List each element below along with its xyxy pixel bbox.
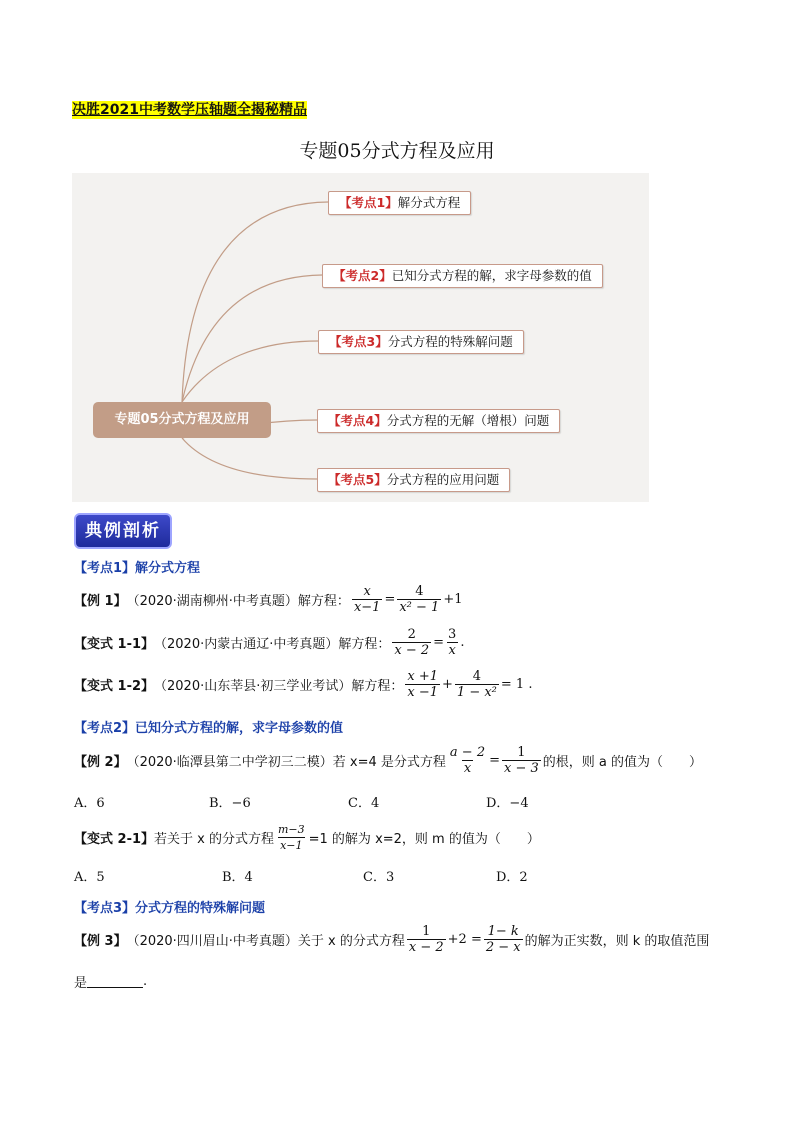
node-text: 分式方程的应用问题 bbox=[386, 472, 500, 487]
node-text: 分式方程的无解（增根）问题 bbox=[386, 413, 550, 428]
option-c: C．3 bbox=[363, 870, 395, 885]
variant-source: （2020·内蒙古通辽·中考真题）解方程： bbox=[154, 637, 391, 652]
example-1: 【例 1】 （2020·湖南柳州·中考真题）解方程： $\frac{x}{x-1}$ = $\frac{4}{\text{x² − 1}}$ +1 bbox=[74, 584, 463, 615]
fraction: $\frac{3}{x}$ bbox=[448, 627, 457, 658]
series-header: 决胜2021中考数学压轴题全揭秘精品 bbox=[72, 102, 307, 118]
topic-heading-2: 【考点2】已知分式方程的解，求字母参数的值 bbox=[74, 721, 344, 736]
node-text: 已知分式方程的解，求字母参数的值 bbox=[391, 268, 592, 283]
example-3: 【例 3】 （2020·四川眉山·中考真题）关于 x 的分式方程 $\frac{1}{x - 2}$ +2 = $\frac{1- k}{2 - x}$ 的解为正实数，则 k 的取值范围 bbox=[74, 924, 710, 955]
fraction: $\frac{x}{x-1}$ bbox=[353, 584, 381, 615]
variant-label: 【变式 1-2】 bbox=[74, 679, 155, 694]
connector-5 bbox=[182, 438, 317, 479]
section-banner: 典例剖析 bbox=[74, 513, 172, 549]
mind-map bbox=[72, 173, 649, 502]
example-label: 【例 2】 bbox=[74, 755, 127, 770]
example-source: （2020·湖南柳州·中考真题）解方程： bbox=[126, 594, 350, 609]
node-tag: 【考点2】 bbox=[333, 268, 392, 283]
variant-2-1 bbox=[74, 822, 540, 853]
example-label: 【例 3】 bbox=[74, 934, 127, 949]
variant-label: 【变式 2-1】 bbox=[74, 832, 155, 847]
option-a: A．5 bbox=[74, 870, 105, 885]
option-b: B．−6 bbox=[209, 796, 251, 811]
mind-map-node-2 bbox=[322, 264, 603, 288]
example-question: 的根，则 a 的值为（ ） bbox=[542, 755, 703, 770]
variant-question: =1 的解为 x=2，则 m 的值为（ ） bbox=[308, 832, 540, 847]
variant-1-2: 【变式 1-2】 （2020·山东莘县·初三学业考试）解方程： $\frac{x +1}{x -1}$ + $\frac{4}{\text{1 − x²}}$ = 1 . bbox=[74, 669, 533, 700]
example-source: （2020·临潭县第二中学初三二模）若 x=4 是分式方程 bbox=[126, 755, 446, 770]
mind-map-root: 专题05分式方程及应用 bbox=[93, 402, 271, 438]
node-tag: 【考点3】 bbox=[329, 334, 388, 349]
node-tag: 【考点1】 bbox=[339, 195, 398, 210]
variant-label: 【变式 1-1】 bbox=[74, 637, 155, 652]
topic-heading-1: 【考点1】解分式方程 bbox=[74, 561, 201, 576]
answer-blank bbox=[87, 975, 143, 988]
fraction: $\frac{2}{x - 2}$ bbox=[394, 627, 430, 658]
node-text: 分式方程的特殊解问题 bbox=[387, 334, 513, 349]
example-3-continuation: 是 . bbox=[74, 974, 148, 991]
mind-map-node-5 bbox=[317, 468, 510, 492]
fraction: $\frac{4}{\text{1 − x²}}$ bbox=[456, 669, 497, 700]
example-source: （2020·四川眉山·中考真题）关于 x 的分式方程 bbox=[126, 934, 405, 949]
mind-map-node-1 bbox=[328, 191, 471, 215]
fraction: $\frac{m-3}{x-1}$ bbox=[277, 823, 305, 852]
option-c: C．4 bbox=[348, 796, 380, 811]
variant-source: 若关于 x 的分式方程 bbox=[154, 832, 274, 847]
example-label: 【例 1】 bbox=[74, 594, 127, 609]
page-title: 专题05分式方程及应用 bbox=[299, 140, 495, 162]
mind-map-node-4 bbox=[317, 409, 560, 433]
option-d: D．−4 bbox=[486, 796, 529, 811]
variant-1-1: 【变式 1-1】 （2020·内蒙古通辽·中考真题）解方程： $\frac{2}{x - 2}$ = $\frac{3}{x}$ . bbox=[74, 627, 465, 658]
option-b: B．4 bbox=[222, 870, 253, 885]
node-tag: 【考点4】 bbox=[328, 413, 387, 428]
example-question: 的解为正实数，则 k 的取值范围 bbox=[524, 934, 710, 949]
fraction: $\frac{1}{x - 3}$ bbox=[504, 745, 539, 776]
example-2: 【例 2】 （2020·临潭县第二中学初三二模）若 x=4 是分式方程 $\frac{a - 2}{x}$ = $\frac{1}{x - 3}$ 的根，则 a 的值为（ ） bbox=[74, 745, 703, 776]
mind-map-node-3 bbox=[318, 330, 524, 354]
fraction: $\frac{x +1}{x -1}$ bbox=[407, 669, 439, 700]
node-text: 解分式方程 bbox=[397, 195, 461, 210]
fraction: $\frac{4}{\text{x² − 1}}$ bbox=[399, 584, 440, 615]
variant-source: （2020·山东莘县·初三学业考试）解方程： bbox=[154, 679, 404, 694]
fraction: $\frac{a - 2}{x}$ bbox=[449, 745, 486, 776]
connector-1 bbox=[182, 202, 328, 402]
fraction: $\frac{1- k}{2 - x}$ bbox=[485, 924, 521, 955]
connector-3 bbox=[182, 341, 318, 402]
option-d: D．2 bbox=[496, 870, 528, 885]
topic-heading-3: 【考点3】分式方程的特殊解问题 bbox=[74, 901, 266, 916]
node-tag: 【考点5】 bbox=[328, 472, 387, 487]
fraction: $\frac{1}{x - 2}$ bbox=[408, 924, 444, 955]
connector-2 bbox=[182, 275, 322, 402]
option-a: A．6 bbox=[74, 796, 105, 811]
